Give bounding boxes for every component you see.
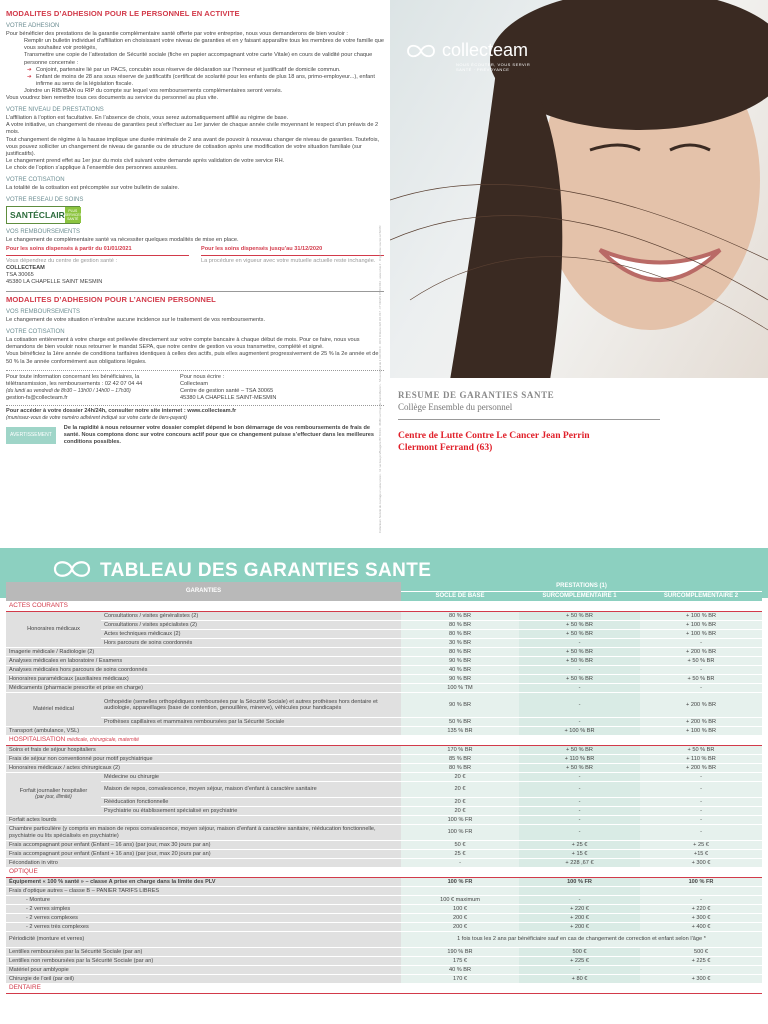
col-from-2021-label: Pour les soins dispensés à partir du 01/01/2021 bbox=[6, 246, 189, 255]
cell-s2: 500 € bbox=[640, 948, 762, 957]
cell-s1: + 50 % BR bbox=[519, 630, 640, 639]
cell-base: 85 % BR bbox=[401, 755, 519, 764]
cell-s1: - bbox=[519, 816, 640, 825]
cell-periodicite: 1 fois tous les 2 ans par bénéficiaire sauf en cas de changement de correction et enfant selon l’âge * bbox=[401, 932, 762, 948]
table-row bbox=[6, 859, 762, 868]
col-from-2021 bbox=[6, 246, 189, 285]
col2-line1: La procédure en vigueur avec votre mutuelle actuelle reste inchangée. bbox=[201, 257, 376, 264]
cell-base: 100 % FR bbox=[401, 878, 519, 887]
table-row bbox=[6, 639, 762, 648]
legal-vertical-text bbox=[380, 20, 386, 540]
cell-s2: - bbox=[640, 782, 762, 798]
niveau-p2: A votre initiative, un changement de niveau de garanties peut s’effectuer au 1er janvier de chaque année civile moyennant le respect d’un préavis de 2 mois. bbox=[6, 122, 379, 136]
cell-s2: - bbox=[640, 807, 762, 816]
row-label: Frais d’optique autres – classe B – PANIER TARIFS LIBRES bbox=[6, 887, 401, 896]
table-row bbox=[6, 923, 762, 932]
cell-base: 100 % FR bbox=[401, 816, 519, 825]
section-label: OPTIQUE bbox=[6, 868, 762, 878]
cell-s1: + 50 % BR bbox=[519, 764, 640, 773]
cell-s1: - bbox=[519, 718, 640, 727]
cell-s2: + 400 € bbox=[640, 923, 762, 932]
row-label: - 2 verres simples bbox=[6, 905, 401, 914]
cell-s1: + 50 % BR bbox=[519, 746, 640, 755]
warning-label: AVERTISSEMENT bbox=[6, 427, 56, 444]
cell-s1: + 50 % BR bbox=[519, 648, 640, 657]
collecteam-logo-icon bbox=[52, 558, 92, 580]
row-label: - 2 verres très complexes bbox=[6, 923, 401, 932]
row-label: Périodicité (monture et verres) bbox=[6, 932, 401, 948]
adhesion-subbullet-1: ➔ Conjoint, partenaire lié par un PACS, concubin sous réserve de déclaration sur l’honneur et justificatif de domicile commun. bbox=[36, 67, 384, 74]
left-column bbox=[6, 8, 384, 447]
col1-line3: TSA 30065 bbox=[6, 271, 34, 278]
adhesion-heading: VOTRE ADHESION bbox=[6, 23, 60, 30]
header-socle: SOCLE DE BASE bbox=[401, 592, 519, 602]
table-header-row-1 bbox=[6, 582, 762, 592]
cell-base: 170 € bbox=[401, 975, 519, 984]
table-row bbox=[6, 957, 762, 966]
table-row bbox=[6, 755, 762, 764]
cell-s1: + 50 % BR bbox=[519, 675, 640, 684]
table-row bbox=[6, 966, 762, 975]
cell-base: 40 % BR bbox=[401, 666, 519, 675]
warning-text: De la rapidité à nous retourner votre dossier complet dépend le bon démarrage de vos remboursements de frais de santé. Nous comptons donc sur votre concours actif pour que ce changement puisse s’effectuer dans les meilleures conditions possibles. bbox=[63, 425, 375, 446]
col1-line4: 45380 LA CHAPELLE SAINT MESMIN bbox=[6, 278, 103, 285]
group-materiel: Matériel médical bbox=[6, 693, 101, 727]
cell-s2: + 25 € bbox=[640, 841, 762, 850]
niveau-heading: VOTRE NIVEAU DE PRESTATIONS bbox=[6, 107, 104, 114]
row-label: Imagerie médicale / Radiologie (2) bbox=[6, 648, 401, 657]
cell-s2: + 50 % BR bbox=[640, 657, 762, 666]
cell-s1: - bbox=[519, 773, 640, 782]
section-optique bbox=[6, 868, 762, 878]
cell-base: 50 € bbox=[401, 841, 519, 850]
cell-s2: +15 € bbox=[640, 850, 762, 859]
table-row bbox=[6, 746, 762, 755]
table-row bbox=[6, 718, 762, 727]
cell-s1: + 15 € bbox=[519, 850, 640, 859]
adhesion-bullet-1: Remplir un bulletin individuel d’affiliation en choisissant votre niveau de garanties et en y faisant apparaître tous les membres de votre famille que vous souhaitez voir protégés, bbox=[24, 38, 384, 52]
table-row bbox=[6, 612, 762, 621]
company-line1: Centre de Lutte Contre Le Cancer Jean Perrin bbox=[398, 430, 590, 441]
adhesion-end: Vous voudrez bien remettre tous ces documents au service du personnel au plus vite. bbox=[6, 95, 219, 102]
cell-s1: + 50 % BR bbox=[519, 657, 640, 666]
section-dentaire bbox=[6, 984, 762, 994]
cell-s1: - bbox=[519, 693, 640, 718]
table-title: TABLEAU DES GARANTIES SANTE bbox=[100, 560, 432, 581]
collecteam-brand: collecteam bbox=[442, 40, 529, 60]
section-former-staff-title: MODALITES D’ADHESION POUR L’ANCIEN PERSONNEL bbox=[6, 294, 216, 304]
cell-s2: + 225 € bbox=[640, 957, 762, 966]
table-row bbox=[6, 816, 762, 825]
cell-base: 100 € bbox=[401, 905, 519, 914]
contact-line2: (du lundi au vendredi de 8h30 – 13h00 / 14h00 – 17h30) bbox=[6, 387, 131, 394]
niveau-p1: L’affiliation à l’option est facultative. En l’absence de choix, vous serez automatiquement affilié au régime de base. bbox=[6, 115, 289, 122]
cell-s2: + 100 % BR bbox=[640, 621, 762, 630]
internet-line: Pour accéder à votre dossier 24h/24h, consulter notre site internet : www.collecteam.fr bbox=[6, 408, 237, 415]
row-label: Frais de séjour non conventionné pour motif psychiatrique bbox=[6, 755, 401, 764]
cell-base: 20 € bbox=[401, 807, 519, 816]
cell-s1: - bbox=[519, 666, 640, 675]
niveau-p5: Le choix de l’option s’applique à l’ensemble des personnes assurées. bbox=[6, 164, 178, 171]
table-row bbox=[6, 841, 762, 850]
cell-s1: - bbox=[519, 966, 640, 975]
row-label: Honoraires paramédicaux (auxiliaires médicaux) bbox=[6, 675, 401, 684]
col-until-2020-label: Pour les soins dispensés jusqu’au 31/12/2020 bbox=[201, 246, 384, 255]
cell-s2: - bbox=[640, 773, 762, 782]
row-label: Actes techniques médicaux (2) bbox=[101, 630, 401, 639]
cell-base: 20 € bbox=[401, 773, 519, 782]
section-note: médicale, chirurgicale, maternité bbox=[67, 737, 139, 744]
header-prestations: PRESTATIONS (1) bbox=[401, 582, 762, 592]
cell-s1: 100 % FR bbox=[519, 878, 640, 887]
cell-s1: + 100 % BR bbox=[519, 727, 640, 736]
table-row bbox=[6, 630, 762, 639]
table-row bbox=[6, 727, 762, 736]
table-row bbox=[6, 621, 762, 630]
divider bbox=[6, 291, 384, 292]
cell-s2: + 220 € bbox=[640, 905, 762, 914]
row-label: Frais accompagnant pour enfant (Enfant – 16 ans) (par jour, max 30 jours par an) bbox=[6, 841, 401, 850]
table-row bbox=[6, 807, 762, 816]
cell-s2: - bbox=[640, 684, 762, 693]
cell-s2: + 100 % BR bbox=[640, 630, 762, 639]
group-honoraires: Honoraires médicaux bbox=[6, 612, 101, 648]
cell-base: 80 % BR bbox=[401, 648, 519, 657]
cell-s1: 500 € bbox=[519, 948, 640, 957]
row-label: Analyses médicales hors parcours de soins coordonnés bbox=[6, 666, 401, 675]
cotisation-heading: VOTRE COTISATION bbox=[6, 176, 65, 183]
cell-s1: + 25 € bbox=[519, 841, 640, 850]
table-row bbox=[6, 914, 762, 923]
cell-base: 80 % BR bbox=[401, 612, 519, 621]
row-label: Hors parcours de soins coordonnés bbox=[101, 639, 401, 648]
section-label: DENTAIRE bbox=[6, 984, 762, 994]
cell-base: 80 % BR bbox=[401, 764, 519, 773]
row-label: Orthopédie (semelles orthopédiques remboursées par la Sécurité Sociale) et autres prothèses hors dentaire et audiologie, appareillages (base de contention, genouillère, minerve), véhicules pour handicapés bbox=[101, 693, 401, 718]
cell-s2: + 50 % BR bbox=[640, 675, 762, 684]
cell-base: 100 % TM bbox=[401, 684, 519, 693]
cell-s1: + 80 € bbox=[519, 975, 640, 984]
cell-s2: + 50 % BR bbox=[640, 746, 762, 755]
tagline-line1: NOUS ÉCOUTER, VOUS SERVIR bbox=[456, 62, 531, 67]
cell-base: 90 % BR bbox=[401, 657, 519, 666]
cell-s2: + 300 € bbox=[640, 859, 762, 868]
cell-s2: + 200 % BR bbox=[640, 693, 762, 718]
row-label: Analyses médicales en laboratoire / Examens bbox=[6, 657, 401, 666]
santeclair-logo bbox=[6, 206, 80, 224]
cell-base: 80 % BR bbox=[401, 621, 519, 630]
row-label: Médecine ou chirurgie bbox=[101, 773, 401, 782]
row-label: Rééducation fonctionnelle bbox=[101, 798, 401, 807]
cell-s2: + 110 % BR bbox=[640, 755, 762, 764]
cell-base: 25 € bbox=[401, 850, 519, 859]
table-row bbox=[6, 666, 762, 675]
remboursements-heading: VOS REMBOURSEMENTS bbox=[6, 229, 81, 236]
row-label: Chambre particulière (y compris en maison de repos convalescence, moyen séjour, maison d’enfant à caractère sanitaire, rééducation fonctionnelle, psychiatrie ou lits spécialisés en psychiatrie) bbox=[6, 825, 401, 841]
table-row bbox=[6, 648, 762, 657]
adhesion-bullet-2: Transmettre une copie de l’attestation de Sécurité sociale (fiche en papier accompagnant votre carte Vitale) en cours de validité pour chaque personne concernée : bbox=[24, 52, 373, 66]
cell-s2: + 100 % BR bbox=[640, 727, 762, 736]
cell-s2: 100 % FR bbox=[640, 878, 762, 887]
row-label: Frais accompagnant pour enfant (Enfant + 16 ans) (par jour, max 20 jours par an) bbox=[6, 850, 401, 859]
guarantees-table bbox=[6, 582, 762, 994]
header-garanties: GARANTIES bbox=[6, 582, 401, 602]
row-label: Consultations / visites spécialistes (2) bbox=[101, 621, 401, 630]
cell-s1: - bbox=[519, 639, 640, 648]
cell-s1: + 200 € bbox=[519, 923, 640, 932]
cell-s2: - bbox=[640, 966, 762, 975]
group-forfait-label: Forfait journalier hospitalier bbox=[19, 787, 88, 794]
cell-s1: + 50 % BR bbox=[519, 612, 640, 621]
table-row bbox=[6, 896, 762, 905]
group-forfait bbox=[6, 773, 101, 816]
row-label: Consultations / visites généralistes (2) bbox=[101, 612, 401, 621]
section-hospitalisation bbox=[6, 736, 762, 746]
cell-s1: + 110 % BR bbox=[519, 755, 640, 764]
cell-s2: - bbox=[640, 798, 762, 807]
santeclair-name: SANTÉCLAIR bbox=[10, 210, 65, 221]
remboursements2-heading: VOS REMBOURSEMENTS bbox=[6, 309, 81, 315]
college-label: Collège Ensemble du personnel bbox=[398, 402, 513, 412]
santeclair-tag: PLUS SERVICES SANTÉ bbox=[64, 209, 82, 222]
collecteam-logo bbox=[406, 40, 528, 61]
cell-s1: + 228 ,67 € bbox=[519, 859, 640, 868]
cell-base: 100 € maximum bbox=[401, 896, 519, 905]
cell-base: 50 % BR bbox=[401, 718, 519, 727]
internet-note: (munissez-vous de votre numéro adhérent indiqué sur votre carte de tiers-payant) bbox=[6, 415, 187, 422]
row-label: - Monture bbox=[6, 896, 401, 905]
write-line3: Centre de gestion santé – TSA 30065 bbox=[180, 387, 274, 394]
cell-s1: + 50 % BR bbox=[519, 621, 640, 630]
cell-base bbox=[401, 887, 519, 896]
cell-s2: + 200 % BR bbox=[640, 764, 762, 773]
cell-base: 135 % BR bbox=[401, 727, 519, 736]
header-surcomp-2: SURCOMPLEMENTAIRE 2 bbox=[640, 592, 762, 602]
row-label: Lentilles non remboursées par la Sécurité Sociale (par an) bbox=[6, 957, 401, 966]
cell-base: 80 % BR bbox=[401, 630, 519, 639]
cell-s1: - bbox=[519, 825, 640, 841]
cover-right bbox=[390, 0, 768, 548]
cotisation-text: La totalité de la cotisation est précomptée sur votre bulletin de salaire. bbox=[6, 185, 180, 192]
cell-s1: + 225 € bbox=[519, 957, 640, 966]
contact-info bbox=[6, 374, 156, 402]
cell-s2: + 200 % BR bbox=[640, 718, 762, 727]
collecteam-tagline bbox=[456, 62, 530, 72]
col-until-2020 bbox=[201, 246, 384, 285]
table-row bbox=[6, 975, 762, 984]
adhesion-subbullet-2: ➔ Enfant de moins de 28 ans sous réserve de justificatifs (certificat de scolarité pour les enfants de plus 18 ans, primo-employeur...), enfant infirme au sens de la législation fiscale. bbox=[36, 74, 384, 88]
cover-photo bbox=[390, 0, 768, 378]
section-label: ACTES COURANTS bbox=[6, 602, 762, 612]
section-active-staff-title: MODALITES D’ADHESION POUR LE PERSONNEL EN ACTIVITE bbox=[6, 9, 240, 18]
table-row bbox=[6, 764, 762, 773]
cell-base: 200 € bbox=[401, 923, 519, 932]
reseau-heading: VOTRE RESEAU DE SOINS bbox=[6, 197, 84, 204]
section-label: HOSPITALISATION bbox=[9, 736, 66, 744]
cell-base: 20 € bbox=[401, 782, 519, 798]
row-label: Médicaments (pharmacie prescrite et prise en charge) bbox=[6, 684, 401, 693]
cell-s2: + 300 € bbox=[640, 914, 762, 923]
adhesion-text: Pour bénéficier des prestations de la garantie complémentaire santé offerte par votre entreprise, nous vous demanderons de bien vouloir : bbox=[6, 31, 348, 38]
table-row bbox=[6, 825, 762, 841]
cell-base: 170 % BR bbox=[401, 746, 519, 755]
cell-s1: - bbox=[519, 807, 640, 816]
remboursements2-text: Le changement de votre situation n’entraîne aucune incidence sur le traitement de vos remboursements. bbox=[6, 317, 266, 324]
table-row bbox=[6, 773, 762, 782]
cell-s2: - bbox=[640, 666, 762, 675]
guarantees-page bbox=[0, 548, 768, 1024]
row-label: Soins et frais de séjour hospitaliers bbox=[6, 746, 401, 755]
write-line2: Collecteam bbox=[180, 380, 208, 387]
cell-base: 175 € bbox=[401, 957, 519, 966]
cell-base: 100 % FR bbox=[401, 825, 519, 841]
section-actes-courants bbox=[6, 602, 762, 612]
legal-text: Collecteam Société de courtage en assurances · 12 rue Gouyon/Bougerie BP 50014 · 45380 La Chapelle Saint-Mesmin · SA au capital de 1 000 000 € · RCS Orléans 422 361 817 · N° ORIAS 07 003 864 · www.orias.fr · Organisme soumis à l’ACPR bbox=[378, 225, 382, 533]
dates-columns bbox=[6, 246, 384, 285]
row-label: Matériel pour amblyopie bbox=[6, 966, 401, 975]
cell-s2: - bbox=[640, 816, 762, 825]
cell-s1: - bbox=[519, 782, 640, 798]
row-label: Lentilles remboursées par la Sécurité Sociale (par an) bbox=[6, 948, 401, 957]
table-row bbox=[6, 684, 762, 693]
tagline-line2: SANTÉ · PRÉVOYANCE bbox=[456, 67, 510, 72]
niveau-p3: Tout changement de régime à la hausse implique une durée minimale de 2 ans avant de pouvoir à nouveau changer de niveau de garanties. Toutefois, vous pouvez solliciter un changement de niveau de garantie ou de structure de cotisation après une modification de votre situation familiale (sur justificatifs). bbox=[6, 136, 380, 157]
cell-s2: + 300 € bbox=[640, 975, 762, 984]
cell-base: 200 € bbox=[401, 914, 519, 923]
cell-s1: + 220 € bbox=[519, 905, 640, 914]
cotisation2-p1: La cotisation entièrement à votre charge est prélevée directement sur votre compte bancaire à chaque début de mois. Pour ce faire, nous vous demandons de bien vouloir nous retourner le mandat SEPA, que notre centre de gestion va vous transmettre, complété et signé. bbox=[6, 337, 360, 351]
contact-line1: Pour toute information concernant les bénéficiaires, la télétransmission, les remboursements : 02 42 07 04 44 bbox=[6, 373, 143, 387]
cotisation2-p2: Vous bénéficiez la 1ère année de conditions tarifaires identiques à celles des actifs, puis elles augmentent progressivement de 25 % la 2e année et de 50 % la 3e année conformément aux obligations légales. bbox=[6, 351, 379, 365]
table-row bbox=[6, 905, 762, 914]
col1-line2: COLLECTEAM bbox=[6, 264, 45, 271]
cell-base: 20 € bbox=[401, 798, 519, 807]
section-cell bbox=[6, 736, 762, 746]
row-label: Honoraires médicaux / actes chirurgicaux (2) bbox=[6, 764, 401, 773]
row-label: Chirurgie de l’œil (par œil) bbox=[6, 975, 401, 984]
warning-block bbox=[6, 425, 384, 446]
cell-s1: - bbox=[519, 896, 640, 905]
company-line2: Clermont Ferrand (63) bbox=[398, 442, 493, 453]
contact-block bbox=[6, 370, 384, 406]
table-row bbox=[6, 782, 762, 798]
table-row bbox=[6, 693, 762, 718]
table-row bbox=[6, 850, 762, 859]
resume-block bbox=[398, 390, 660, 454]
write-line4: 45380 LA CHAPELLE SAINT-MESMIN bbox=[180, 394, 277, 401]
cell-base: 40 % BR bbox=[401, 966, 519, 975]
cell-s1: - bbox=[519, 684, 640, 693]
resume-title: RESUME DE GARANTIES SANTE bbox=[398, 390, 555, 400]
row-label: Psychiatrie ou établissement spécialisé en psychiatrie bbox=[101, 807, 401, 816]
row-label: Transport (ambulance, VSL) bbox=[6, 727, 401, 736]
write-info bbox=[180, 374, 276, 402]
row-label: Forfait actes lourds bbox=[6, 816, 401, 825]
row-label: Équipement « 100 % santé » – classe A prise en charge dans la limite des PLV bbox=[6, 878, 401, 887]
cell-base: 90 % BR bbox=[401, 675, 519, 684]
adhesion-bullet-3: Joindre un RIB/IBAN ou RIP du compte sur lequel vos remboursements complémentaires seront versés. bbox=[24, 87, 283, 94]
table-row bbox=[6, 798, 762, 807]
cell-base: 190 % BR bbox=[401, 948, 519, 957]
collecteam-logo-icon bbox=[406, 43, 436, 59]
niveau-p4: Le changement prend effet au 1er jour du mois civil suivant votre demande après validation de votre service RH. bbox=[6, 157, 285, 164]
cell-s2: + 100 % BR bbox=[640, 612, 762, 621]
table-row bbox=[6, 887, 762, 896]
row-label: Maison de repos, convalescence, moyen séjour, maison d’enfant à caractère sanitaire bbox=[101, 782, 401, 798]
table-row bbox=[6, 948, 762, 957]
table-row bbox=[6, 878, 762, 887]
remboursements-text: Le changement de complémentaire santé va nécessiter quelques modalités de mise en place. bbox=[6, 237, 239, 244]
cell-s1: - bbox=[519, 798, 640, 807]
col1-line1: Vous dépendrez du centre de gestion santé : bbox=[6, 257, 118, 264]
cell-base: 30 % BR bbox=[401, 639, 519, 648]
cell-s2 bbox=[640, 887, 762, 896]
contact-email[interactable]: gestion-fs@collecteam.fr bbox=[6, 394, 68, 401]
cell-s2: + 200 % BR bbox=[640, 648, 762, 657]
resume-divider bbox=[398, 419, 660, 420]
cell-s2: - bbox=[640, 896, 762, 905]
cell-base: 90 % BR bbox=[401, 693, 519, 718]
cotisation2-heading: VOTRE COTISATION bbox=[6, 329, 65, 336]
cell-s1 bbox=[519, 887, 640, 896]
row-label: - 2 verres complexes bbox=[6, 914, 401, 923]
header-surcomp-1: SURCOMPLEMENTAIRE 1 bbox=[519, 592, 640, 602]
table-row bbox=[6, 657, 762, 666]
row-label: Fécondation in vitro bbox=[6, 859, 401, 868]
table-row bbox=[6, 932, 762, 948]
group-forfait-note: (par jour, illimité) bbox=[35, 794, 72, 800]
cell-s2: - bbox=[640, 639, 762, 648]
cell-s2: - bbox=[640, 825, 762, 841]
cell-s1: + 200 € bbox=[519, 914, 640, 923]
row-label: Prothèses capillaires et mammaires remboursées par la Sécurité Sociale bbox=[101, 718, 401, 727]
table-row bbox=[6, 675, 762, 684]
write-line1: Pour nous écrire : bbox=[180, 373, 225, 380]
cell-base: - bbox=[401, 859, 519, 868]
